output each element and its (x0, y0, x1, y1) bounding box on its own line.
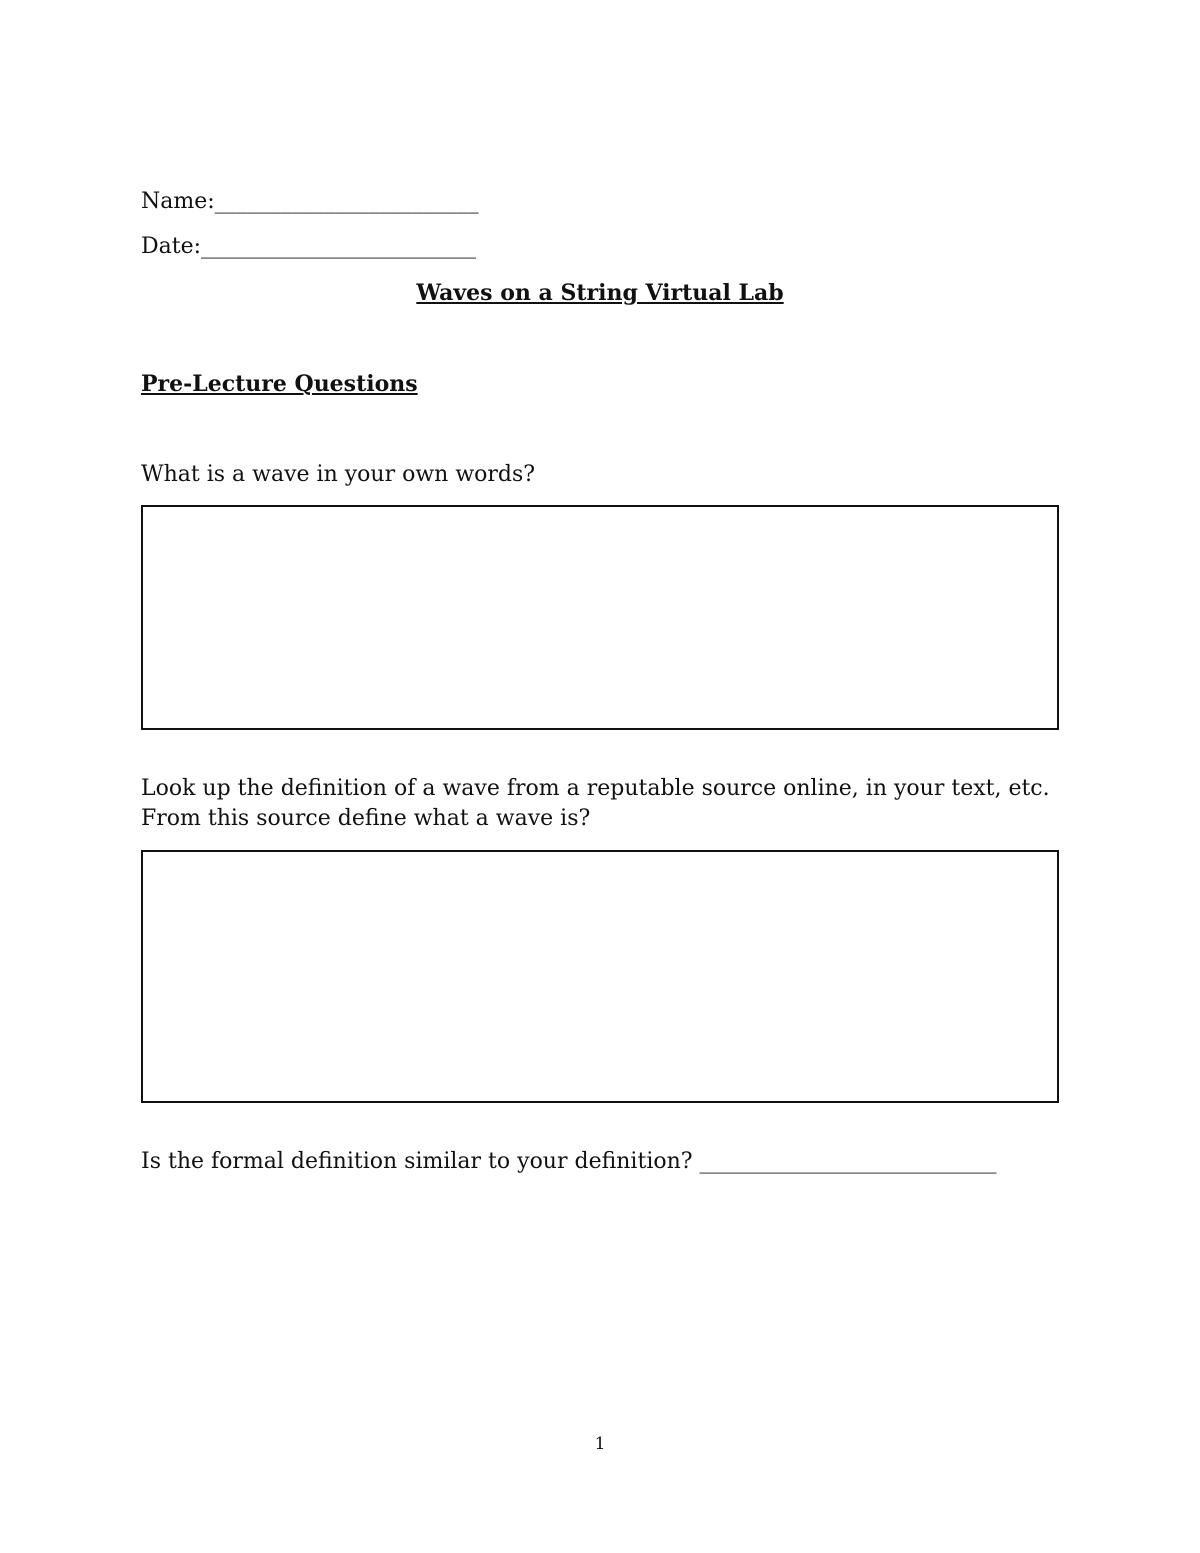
page-title: Waves on a String Virtual Lab (416, 280, 784, 306)
answer-box-2[interactable] (141, 850, 1059, 1103)
name-field-label[interactable]: Name:________________________ (141, 189, 479, 214)
question-3[interactable]: Is the formal definition similar to your definition? ___________________________ (141, 1149, 997, 1174)
date-field-label[interactable]: Date:_________________________ (141, 234, 477, 259)
page-number: 1 (594, 1434, 606, 1454)
section-heading: Pre-Lecture Questions (141, 371, 418, 397)
question-1: What is a wave in your own words? (141, 462, 536, 487)
question-2: Look up the definition of a wave from a reputable source online, in your text, etc. From this source define what a wave is? (141, 776, 1050, 831)
answer-box-1[interactable] (141, 505, 1059, 730)
